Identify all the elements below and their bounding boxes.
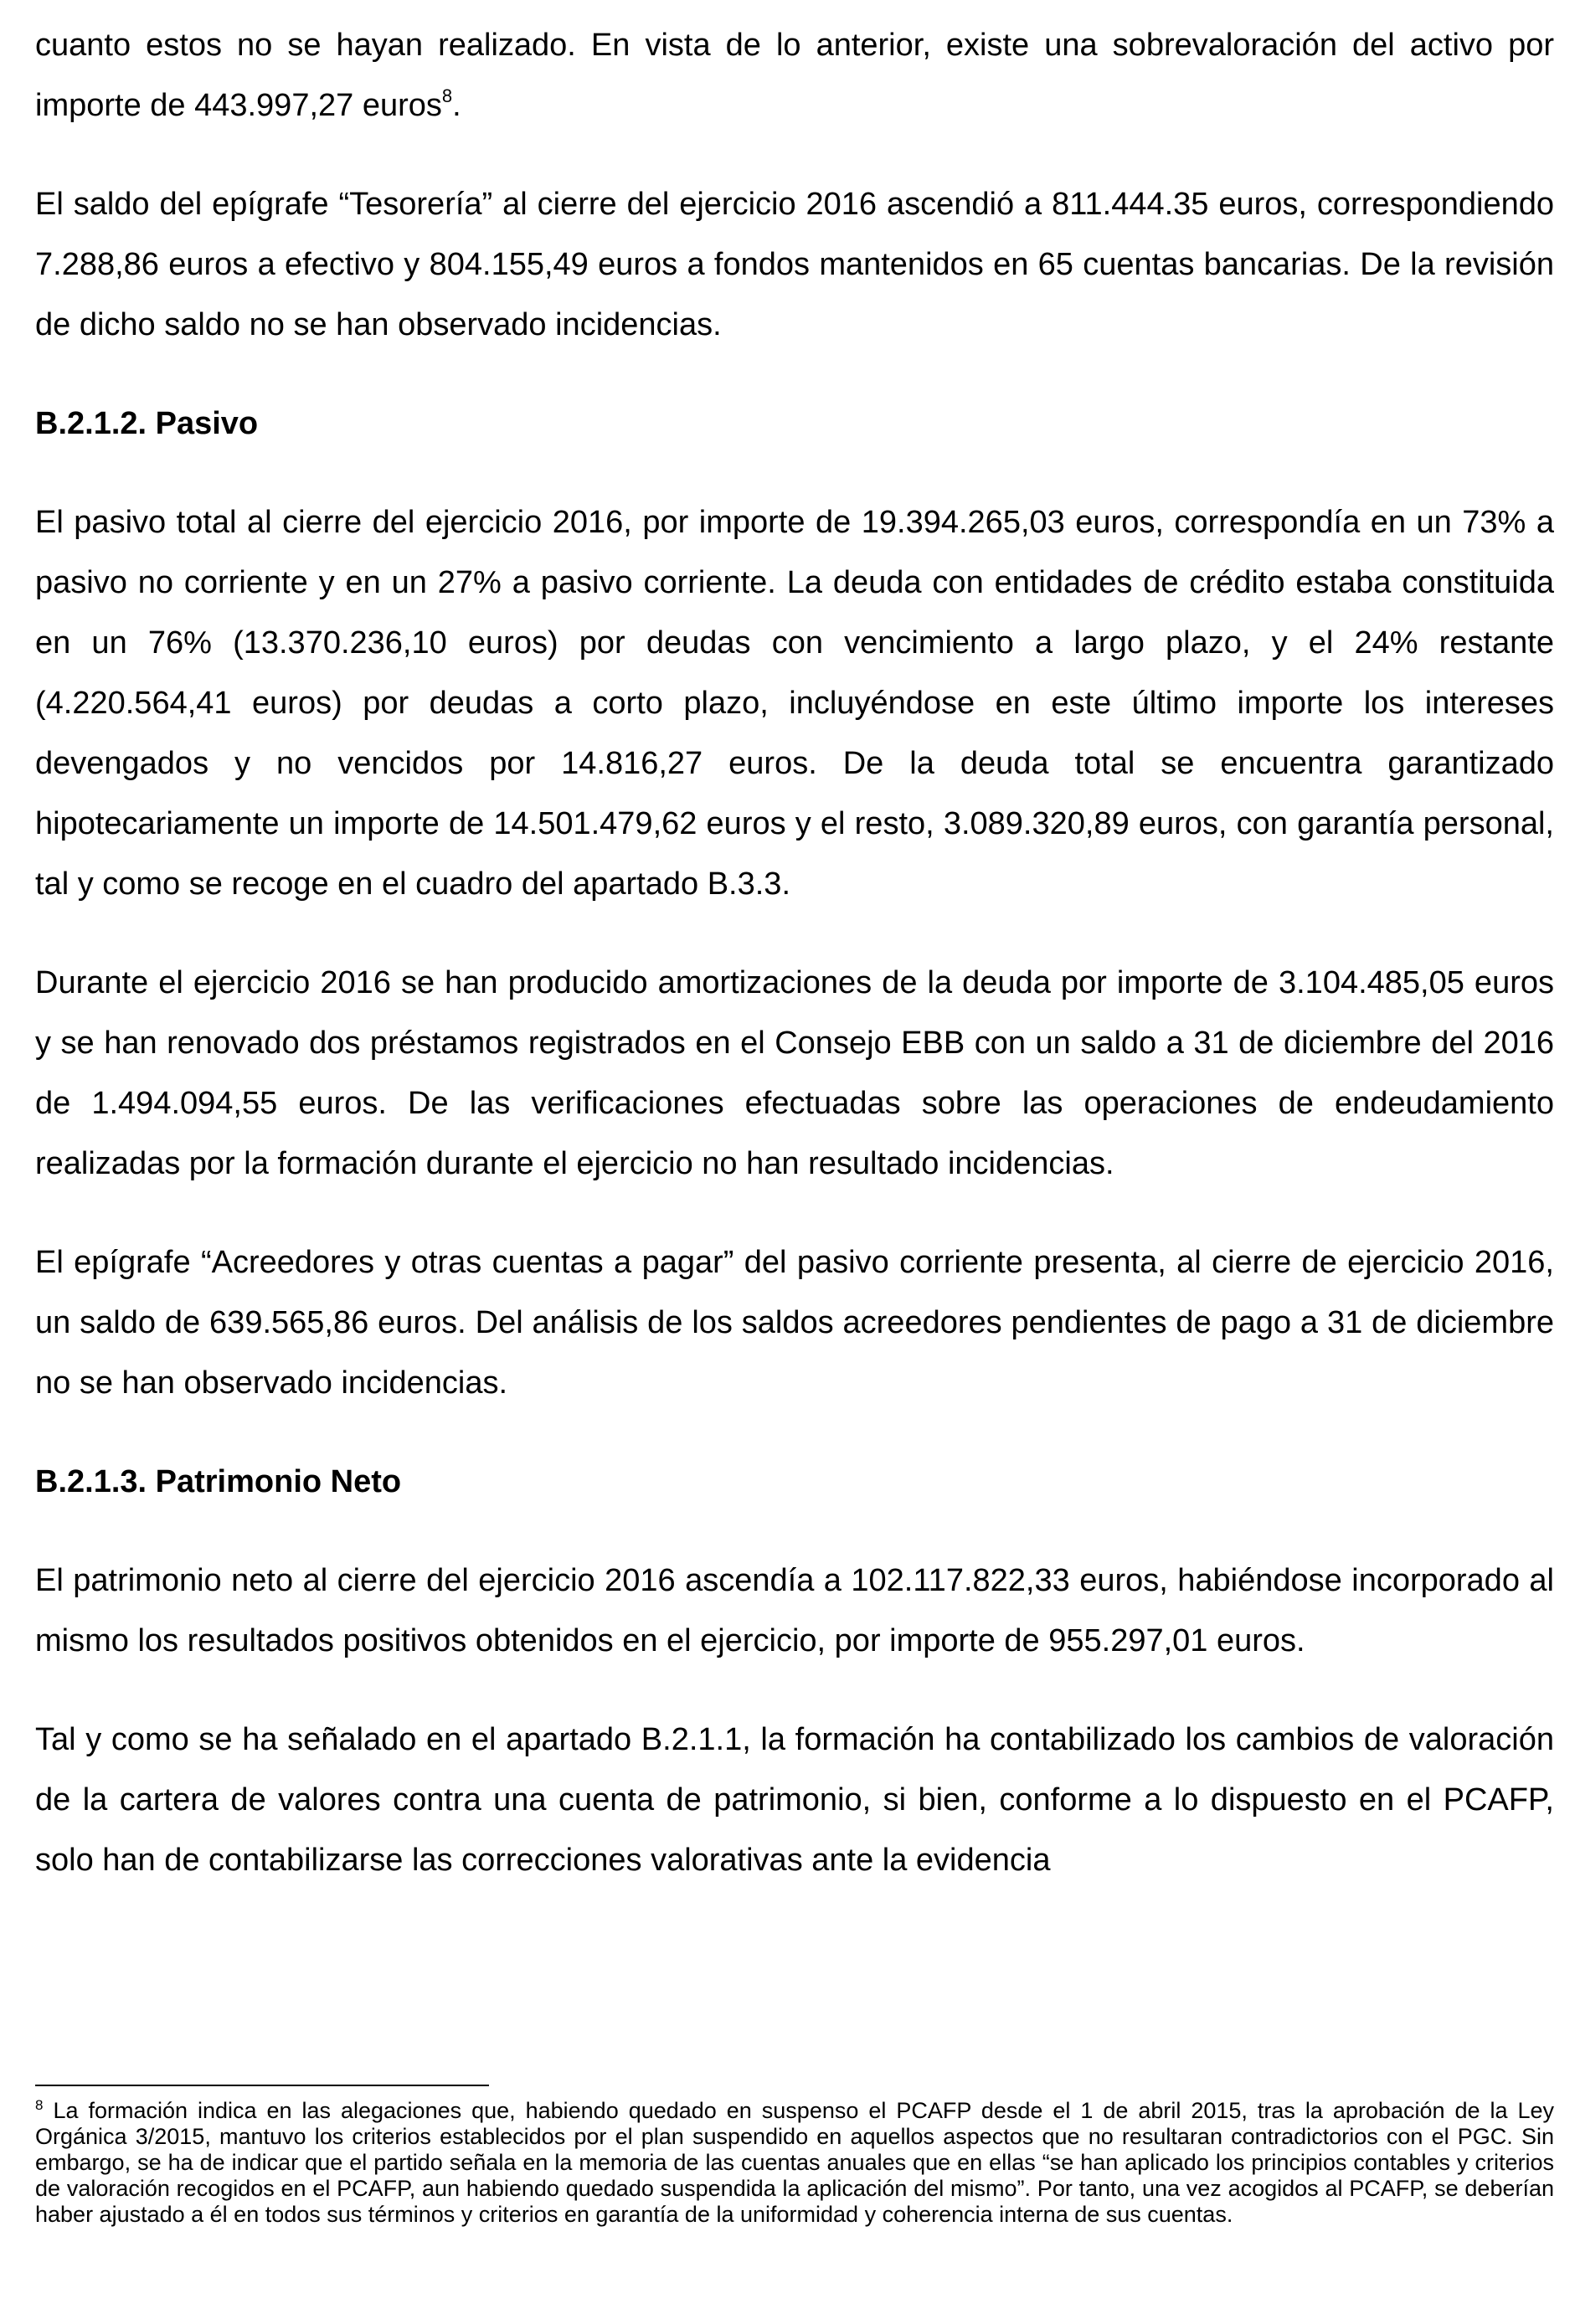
paragraph-pasivo-total: El pasivo total al cierre del ejercicio 2016, por importe de 19.394.265,03 euros, correspondía en un 73% a pasivo no corriente y en un 27% a pasivo corriente. La deuda con entidades de crédito estaba constituida en un 76% (13.370.236,10 euros) por deudas con vencimiento a largo plazo, y el 24% restante (4.220.564,41 euros) por deudas a corto plazo, incluyéndose en este último importe los intereses devengados y no vencidos por 14.816,27 euros. De la deuda total se encuentra garantizado hipotecariamente un importe de 14.501.479,62 euros y el resto, 3.089.320,89 euros, con garantía personal, tal y como se recoge en el cuadro del apartado B.3.3. <box>35 505 1554 902</box>
paragraph-acreedores: El epígrafe “Acreedores y otras cuentas a pagar” del pasivo corriente presenta, al cierre de ejercicio 2016, un saldo de 639.565,86 euros. Del análisis de los saldos acreedores pendientes de pago a 31 de diciembre no se han observado incidencias. <box>35 1245 1554 1401</box>
section-heading-patrimonio-neto: B.2.1.3. Patrimonio Neto <box>35 1464 402 1499</box>
section-heading-pasivo: B.2.1.2. Pasivo <box>35 406 259 441</box>
paragraph-end: . <box>452 88 461 123</box>
footnote-reference[interactable]: 8 <box>441 85 453 106</box>
paragraph-amortizaciones: Durante el ejercicio 2016 se han producido amortizaciones de la deuda por importe de 3.104.485,05 euros y se han renovado dos préstamos registrados en el Consejo EBB con un saldo a 31 de diciembre del 2016 de 1.494.094,55 euros. De las verificaciones efectuadas sobre las operaciones de endeudamiento realizadas por la formación durante el ejercicio no han resultado incidencias. <box>35 965 1554 1181</box>
paragraph-patrimonio-neto: El patrimonio neto al cierre del ejercicio 2016 ascendía a 102.117.822,33 euros, habiéndose incorporado al mismo los resultados positivos obtenidos en el ejercicio, por importe de 955.297,01 euros. <box>35 1563 1554 1658</box>
paragraph-cambios-valoracion: Tal y como se ha señalado en el apartado B.2.1.1, la formación ha contabilizado los cambios de valoración de la cartera de valores contra una cuenta de patrimonio, si bien, conforme a lo dispuesto en el PCAFP, solo han de contabilizarse las correcciones valorativas ante la evidencia <box>35 1722 1554 1878</box>
document-body <box>35 15 1554 1890</box>
footnote-number: 8 <box>35 2097 44 2113</box>
footnote-text: La formación indica en las alegaciones que, habiendo quedado en suspenso el PCAFP desde el 1 de abril 2015, tras la aprobación de la Ley Orgánica 3/2015, mantuvo los criterios establecidos por el plan suspendido en aquellos aspectos que no resultaran contradictorios con el PGC. Sin embargo, se ha de indicar que el partido señala en la memoria de las cuentas anuales que en ellas “se han aplicado los principios contables y criterios de valoración recogidos en el PCAFP, aun habiendo quedado suspendida la aplicación del mismo”. Por tanto, una vez acogidos al PCAFP, se deberían haber ajustado a él en todos sus términos y criterios en garantía de la uniformidad y coherencia interna de sus cuentas. <box>35 2098 1554 2227</box>
paragraph-tesoreria: El saldo del epígrafe “Tesorería” al cierre del ejercicio 2016 ascendió a 811.444.35 euros, correspondiendo 7.288,86 euros a efectivo y 804.155,49 euros a fondos mantenidos en 65 cuentas bancarias. De la revisión de dicho saldo no se han observado incidencias. <box>35 187 1554 342</box>
paragraph-text: cuanto estos no se hayan realizado. En vista de lo anterior, existe una sobrevaloración del activo por importe de 443.997,27 euros <box>35 28 1554 123</box>
paragraph-activo-sobrevaloracion <box>35 15 1554 136</box>
footnote-separator <box>35 2085 489 2086</box>
footnote <box>35 2098 1554 2228</box>
